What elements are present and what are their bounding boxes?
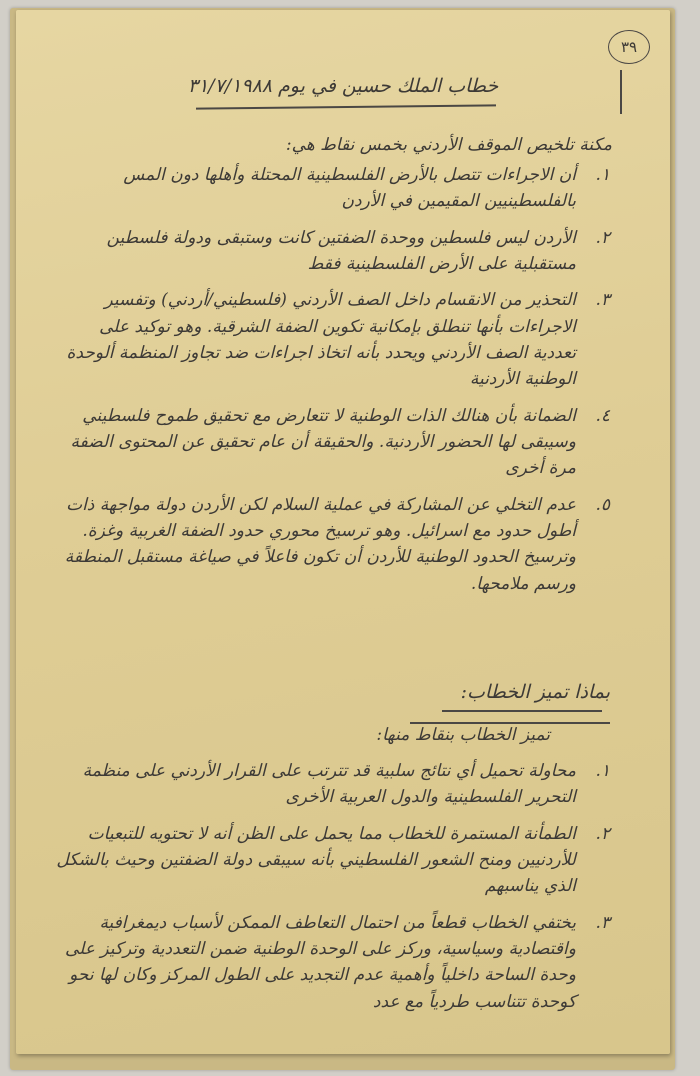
page-title: خطاب الملك حسين في يوم ٣١/٧/١٩٨٨ [187,75,499,97]
section-intro: تميز الخطاب بنقاط منها: [376,725,550,745]
item-text: محاولة تحميل أي نتائج سلبية قد تترتب على القرار الأردني على منظمة التحرير الفلسطينية والدول العربية الأخرى [82,761,576,808]
item-number: ٢. [595,227,610,248]
section-heading: بماذا تميز الخطاب: [460,681,610,703]
item-text: التحذير من الانقسام داخل الصف الأردني (فلسطيني/أردني) وتفسير الاجراءات بأنها تنطلق بإمكانية تكوين الضفة الشرقية. وهو توكيد على تعددية الصف الأردني ويحدد بأنه اتخاذ اجراءات ضد تجاوز المنظمة ألوحدة الوطنية الأردنية [66,290,576,390]
list-item [56,162,610,215]
item-text: يختفي الخطاب قطعاً من احتمال التعاطف الممكن لأسباب ديمغرافية واقتصادية وسياسية، وركز على الوحدة الوطنية ضمن التعددية وتركيز على وحدة الساحة داخلياً وأهمية عدم التجديد على الطول المركز وكان لها نحو كوحدة تتناسب طردياً مع عدد [65,912,576,1012]
list-item [56,403,610,482]
points-list [56,162,610,607]
section2-list [56,758,610,1025]
list-item [56,758,610,811]
intro-line: مكنة تلخيص الموقف الأردني بخمس نقاط هي: [285,135,612,155]
item-number: ٤. [595,405,610,426]
margin-mark [620,70,622,114]
section-heading-underline [442,710,602,712]
item-number: ٣. [595,912,610,933]
item-number: ٢. [595,823,610,844]
item-text: أن الاجراءات تتصل بالأرض الفلسطينية المحتلة وأهلها دون المس بالفلسطينيين المقيمين في الأردن [123,165,576,212]
list-item [56,821,610,900]
title-underline [196,104,496,109]
item-number: ٣. [595,290,610,311]
list-item [56,910,610,1015]
list-item [56,492,610,597]
item-number: ٥. [595,494,610,515]
list-item [56,225,610,278]
item-number: ١. [595,761,610,781]
folio-number: ٣٩ [608,30,650,64]
list-item [56,287,610,392]
item-number: ١. [595,165,610,185]
item-text: الطمأنة المستمرة للخطاب مما يحمل على الظن أنه لا تحتويه للتبعيات للأردنيين ومنح الشعور الفلسطيني بأنه سيبقى دولة الضفتين وحيث بالشكل الذي يناسبهم [56,823,576,897]
document-page [16,10,670,1054]
item-text: عدم التخلي عن المشاركة في عملية السلام لكن الأردن دولة مواجهة ذات أطول حدود مع اسرائيل. وهو ترسيخ محوري حدود الضفة الغربية وغزة. وترسيخ الحدود الوطنية للأردن أن تكون فاعلاً في صياغة مستقبل المنطقة ورسم ملامحها. [64,494,576,594]
item-text: الأردن ليس فلسطين ووحدة الضفتين كانت وستبقى ودولة فلسطين مستقبلية على الأرض الفلسطينية فقط [106,227,576,275]
item-text: الضمانة بأن هنالك الذات الوطنية لا تتعارض مع تحقيق طموح فلسطيني وسيبقى لها الحضور الأردنية. والحقيقة أن عام تحقيق عن المحتوى الضفة مرة أخرى [70,405,576,479]
